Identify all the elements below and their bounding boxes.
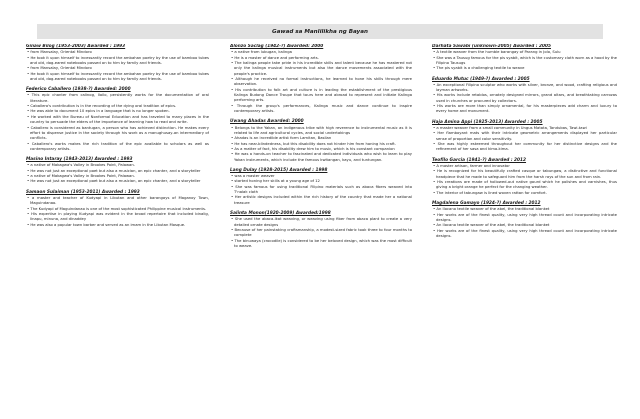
artist-heading: Federico Caballero (1938-?) Awarded: 2000 bbox=[26, 87, 131, 93]
artist-entry bbox=[230, 211, 412, 249]
artist-entry bbox=[230, 168, 412, 206]
artist-entry bbox=[432, 77, 617, 115]
column-3 bbox=[432, 44, 617, 415]
artist-entry bbox=[432, 44, 617, 72]
artist-entry bbox=[26, 190, 209, 228]
artist-heading: Samaon Sulaiman (1953-2011) Awarded : 1993 bbox=[26, 189, 140, 195]
bullet-item: • He was not just an exceptional poet but also a musician, an epic chanter, and a storyteller bbox=[26, 169, 209, 174]
bullet-item: • Her artistic designs included within the rich history of the country that made her a national treasure bbox=[230, 195, 412, 206]
artist-entry bbox=[432, 158, 617, 196]
bullet-item: • The pis syabit is a challenging textile to weave bbox=[432, 66, 617, 71]
artist-entry bbox=[26, 44, 209, 82]
artist-heading: Uwang Ahadas Awarded: 2000 bbox=[230, 119, 304, 125]
bullet-item: • Caballero's works makes the rich tradition of the epic available to scholars as well as contemporary artists. bbox=[26, 142, 209, 153]
bullet-item: • He was not just an exceptional poet but also a musician, an epic chanter, and a storyteller bbox=[26, 179, 209, 184]
title-banner bbox=[37, 24, 603, 39]
column-2 bbox=[230, 44, 412, 415]
bullet-item: • The interior of tabungaw is lined woven rattan for comfort. bbox=[432, 191, 617, 196]
artist-entry bbox=[26, 87, 209, 152]
bullet-item: • started honing her skills at a young age of 12 bbox=[230, 179, 412, 184]
bullet-item: • Her works are of the finest quality, using very high thread count and incorporating intricate designs. bbox=[432, 213, 617, 224]
bullet-item: • Her flamboyant mats with their intricate geometric arrangements displayed her particular sense of proportion and color sensitivity. bbox=[432, 131, 617, 142]
bullet-item: • A textile weaver from the humble barangay of Parang in Jolo, Sulu bbox=[432, 50, 617, 55]
bullet-item: • Belongs to the Yakan, an indigenous tribe with high reverence to instrumental music as it is related to life and agricultural cycles, and social undertakings bbox=[230, 126, 412, 137]
artist-heading: Darhata Sawabi (unknown-2005) Awarded : 2005 bbox=[432, 44, 551, 49]
bullet-item: • Although he received no formal instructions, he learned to hone his skills through mere observation. bbox=[230, 77, 412, 88]
bullet-item: • The Kudyapi of Maguindanao is one of the most sophisticated Philippine musical instruments. bbox=[26, 207, 209, 212]
bullet-item: • His contribution to folk art and culture is in leading the establishment of the prestigious Kalinga Budong Dance Troupe that tours here and abroad to represent and initiate Kalinga performing arts. bbox=[230, 88, 412, 104]
column-1 bbox=[26, 44, 209, 415]
bullet-item: • An Ilocano textile weaver of the abel, the traditional blanket bbox=[432, 223, 617, 228]
artist-heading: Masino Intaray (1943-2013) Awarded : 1993 bbox=[26, 157, 133, 163]
bullet-item: • His expertise in playing Kudyapi was evident in the broad repertoire that included binalig, linapu, minuna, and dinaddey bbox=[26, 212, 209, 223]
artist-heading: Alonzo Saclag (1942-?) Awarded: 2000 bbox=[230, 44, 324, 49]
artist-heading: Lang Dulay (1928-2015) Awarded : 1998 bbox=[230, 167, 328, 173]
bullet-item: • from Mansalay, Oriental Mindoro bbox=[26, 50, 209, 55]
bullet-item: • He has near-blindedness, but this disability does not hinder him from honing his craft. bbox=[230, 142, 412, 147]
bullet-item: • She was a Tausug famous for the pis syabit, which is the customary cloth worn as a hood by the Filipino Tausugs bbox=[432, 56, 617, 67]
bullet-item: • Caballero is considered as bantugan, a person who has achieved distinction. He makes every effort to dispense justice in the society through his work as a manughusay-an intermediary of conflicts. bbox=[26, 126, 209, 142]
page-title: Gawad sa Manlilikha ng Bayan bbox=[272, 28, 368, 35]
bullet-item: • a master and teacher of Kudyapi in Libutan and other barangays of Maganoy Town, Maguindanao. bbox=[26, 196, 209, 207]
bullet-item: • He is a master of dance and performing arts. bbox=[230, 56, 412, 61]
artist-heading: Teofilo Garcia (1941-?) Awarded : 2012 bbox=[432, 157, 527, 163]
bullet-item: • She was highly esteemed throughout her community for her distinctive designs and the refinement of her sasa and kima-kima. bbox=[432, 142, 617, 153]
bullet-item: • He took it upon himself to incessantly record the ambahan poetry by the use of bamboo tubes and old, dog-eared notebooks passed on to him by family and friends. bbox=[26, 56, 209, 67]
artist-heading: Magdalena Gamayo (1924-?) Awarded : 2012 bbox=[432, 200, 541, 206]
bullet-item: • He worked with the Bureau of Nonformal Education and has traveled to many places in the country to persuade the elders of the importance of learning how to read and write. bbox=[26, 115, 209, 126]
bullet-item: • He was also a popular town barber and served as an imam in the Libutan Mosque. bbox=[26, 223, 209, 228]
artist-entry bbox=[230, 119, 412, 163]
bullet-item: • He took it upon himself to incessantly record the ambahan poetry by the use of bamboo tubes and old, dog-eared notebooks passed on to him by family and friends. bbox=[26, 72, 209, 83]
bullet-item: • He is recognized for his beautifully crafted casque or tabungaw, a distinctive and functional headpiece that he made to safeguard him from the harsh rays of the sun and from rain. bbox=[432, 169, 617, 180]
artist-heading: Salinta Monon(1920-2009) Awarded:1998 bbox=[230, 211, 331, 217]
bullet-item: • An Ilocano textile weaver of the abel, the traditional blanket bbox=[432, 207, 617, 212]
bullet-item: • This epic chanter from calinog, Iloilo, persistently works for the documentation of oral literature. bbox=[26, 93, 209, 104]
artist-heading: Eduardo Mutuc (1949-?) Awarded : 2005 bbox=[432, 76, 530, 82]
artist-entry bbox=[230, 44, 412, 114]
bullet-item: • was a master weaver bbox=[230, 174, 412, 179]
bullet-item: • Her works are of the finest quality, using very high thread count and incorporating intricate designs. bbox=[432, 229, 617, 240]
artist-heading: Haja Amina Appi (1925-2013) Awarded : 2005 bbox=[432, 119, 543, 125]
bullet-item: • The binuwaya (crocodile) is considered to be her beloved design, which was the most difficult to weave. bbox=[230, 239, 412, 250]
bullet-item: • from Mansalay, Oriental Mindoro bbox=[26, 66, 209, 71]
bullet-item: • His works include retablos, ornately designed mirrors, grand altars, and breathtaking carrozas used in churches or procured by collectors. bbox=[432, 93, 617, 104]
bullet-item: • His works are more than simply ornamental, for his masterpieces add charm and luxury to every home and monument. bbox=[432, 104, 617, 115]
bullet-item: • She was famous for using traditional Filipino materials such as abaca fibers weaved into T'nalak cloth bbox=[230, 185, 412, 196]
bullet-item: • a native of Makagwa's Valley in Brookes Point, Palawan. bbox=[26, 163, 209, 168]
bullet-item: • The kalinga people take pride in his incredible skills and talent because he has mastered not only the kalinga musical instruments but also the dance movements associated with the people's practice. bbox=[230, 61, 412, 77]
bullet-item: • An exceptional Filipino sculptor who works with silver, bronze, and wood, crafting religious and layman artworks. bbox=[432, 83, 617, 94]
artist-entry bbox=[26, 157, 209, 185]
bullet-item: • A master artisan, farmer and innovator bbox=[432, 164, 617, 169]
bullet-item: • She used the abaca-ikat weaving, or weaving using fiber from abaca plant to create a very detailed ornate designs bbox=[230, 217, 412, 228]
bullet-item: • He was able to document 10 epics in a language that is no longer spoken. bbox=[26, 109, 209, 114]
bullet-item: • a native of Makagwa's Valley in Brookes Point, Palawan. bbox=[26, 174, 209, 179]
bullet-item: • Caballero's contribution is in the recording of the dying oral tradition of epics. bbox=[26, 104, 209, 109]
bullet-item: • Because of her painstaking craftsmanship, a modest-sized fabric took three to four months to complete bbox=[230, 228, 412, 239]
bullet-item: • Through the group's performances, Kalinga music and dance continue to inspire contemporary artists. bbox=[230, 104, 412, 115]
bullet-item: • a native from lubugan, kalinga bbox=[230, 50, 412, 55]
bullet-item: • a master weaver from a small community in Ungus Matata, Tandubas, Tawi-tawi bbox=[432, 126, 617, 131]
bullet-item: • He was a hands-on teacher to fascinated and dedicated individuals who wish to learn to play Yakan instruments, which include the famous kwitangan, kayu, and tuntungan. bbox=[230, 152, 412, 163]
artist-entry bbox=[432, 120, 617, 153]
artist-entry bbox=[432, 201, 617, 239]
bullet-item: • His creations are made of hollowed-out native gourd which he polishes and varnishes, thus giving a bright orange he perfect for the changing weather. bbox=[432, 180, 617, 191]
bullet-item: • As a matter of fact, his disability drew him to music, which is his constant companion bbox=[230, 147, 412, 152]
bullet-item: • Ahadas is an incredible artist form Lamitan, Basilan bbox=[230, 136, 412, 141]
artist-heading: Ginaw Bilog (1953-2003) Awarded : 1993 bbox=[26, 44, 126, 49]
